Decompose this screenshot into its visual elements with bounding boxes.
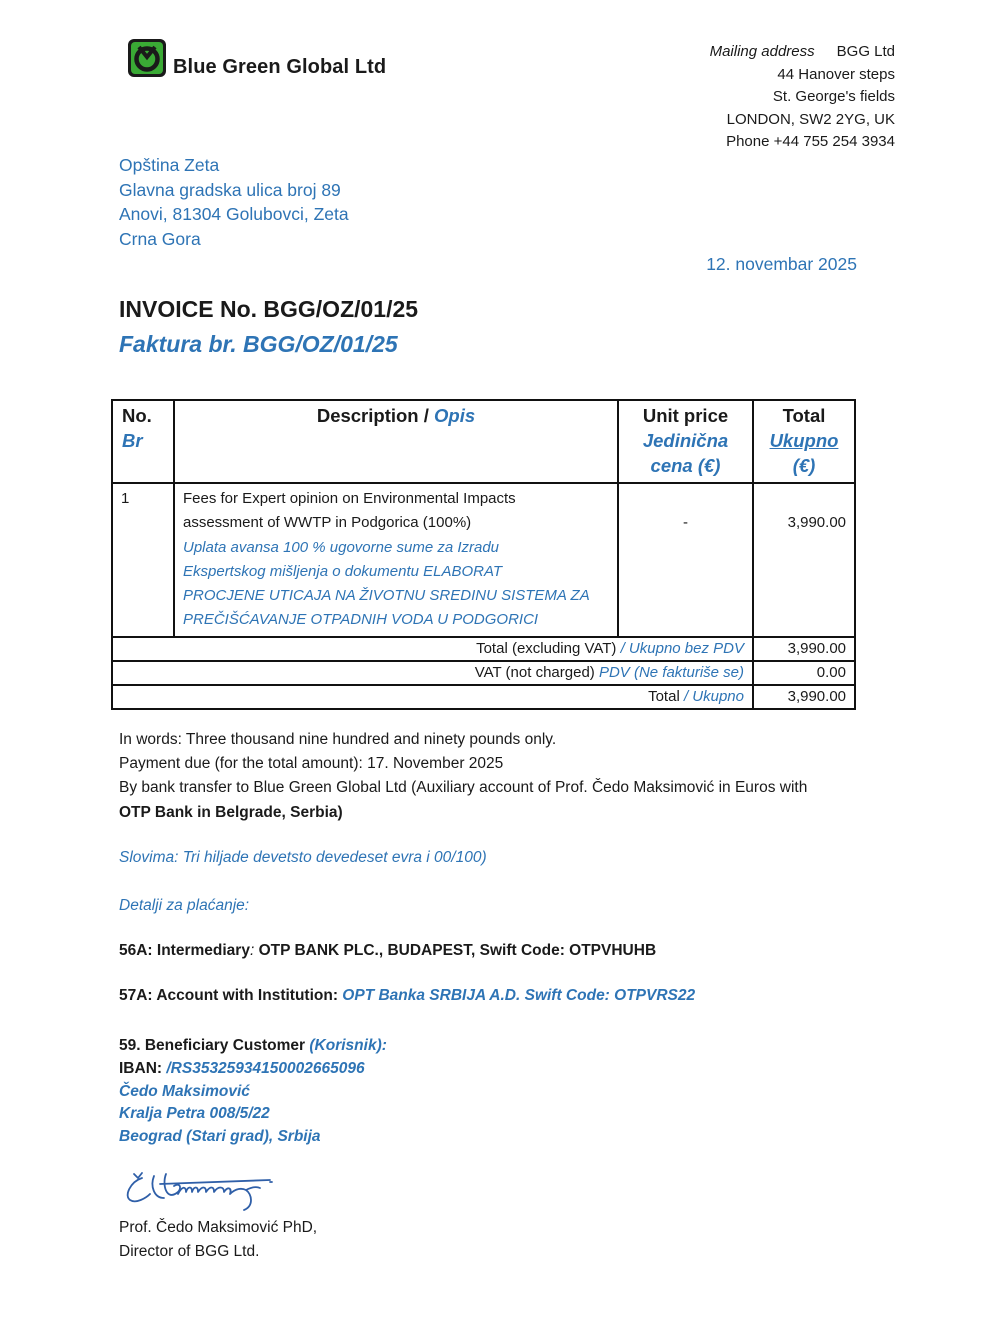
payment-info	[119, 728, 899, 825]
mailing-line2: St. George's fields	[772, 88, 895, 105]
header-unit-price: Unit price Jedinična cena (€)	[618, 400, 753, 483]
item-unit-price: -	[618, 483, 753, 637]
signer-block	[119, 1216, 317, 1264]
subtotal-value: 3,990.00	[753, 637, 855, 661]
mailing-phone: Phone +44 755 254 3934	[726, 133, 895, 150]
recipient-address	[119, 153, 349, 251]
mailing-line3: LONDON, SW2 2YG, UK	[726, 110, 895, 128]
mailing-name: BGG Ltd	[836, 43, 895, 60]
invoice-table	[111, 399, 856, 710]
bank-transfer-line1: By bank transfer to Blue Green Global Ltd (Auxiliary account of Prof. Čedo Maksimović in Euros with	[119, 779, 808, 797]
signature-icon	[120, 1168, 290, 1216]
account-institution-line: 57A: Account with Institution: OPT Banka SRBIJA A.D. Swift Code: OTPVRS22	[119, 987, 696, 1004]
summary-row-subtotal: Total (excluding VAT) / Ukupno bez PDV 3,990.00	[112, 637, 855, 661]
signer-title: Director of BGG Ltd.	[119, 1243, 260, 1260]
company-name: Blue Green Global Ltd	[173, 56, 387, 78]
invoice-title: INVOICE No. BGG/OZ/01/25	[119, 296, 419, 322]
slovima-text: Slovima: Tri hiljade devetsto devedeset evra i 00/100)	[119, 849, 487, 866]
header-total: Total Ukupno (€)	[753, 400, 855, 483]
summary-row-total: Total / Ukupno 3,990.00	[112, 685, 855, 709]
intermediary-line: 56A: Intermediary: OTP BANK PLC., BUDAPEST, Swift Code: OTPVHUHB	[119, 942, 657, 959]
recipient-line1: Opština Zeta	[119, 155, 220, 175]
table-header-row	[112, 400, 855, 483]
payment-due: Payment due (for the total amount): 17. November 2025	[119, 755, 504, 773]
total-value: 3,990.00	[753, 685, 855, 709]
mailing-address	[710, 41, 895, 154]
table-row	[112, 483, 855, 637]
item-total: 3,990.00	[753, 483, 855, 637]
header-description: Description / Opis	[174, 400, 618, 483]
beneficiary-block: 59. Beneficiary Customer (Korisnik): IBAN: /RS35325934150002665096 Čedo Maksimović Kralja Petra 008/5/22 Beograd (Stari grad), Srbija	[119, 1035, 387, 1149]
invoice-date: 12. novembar 2025	[706, 254, 857, 274]
recipient-line2: Glavna gradska ulica broj 89	[119, 179, 341, 200]
amount-in-words: In words: Three thousand nine hundred and ninety pounds only.	[119, 731, 557, 748]
payment-details-label: Detalji za plaćanje:	[119, 897, 250, 914]
iban-value: /RS35325934150002665096	[166, 1059, 365, 1077]
mailing-line1: 44 Hanover steps	[777, 65, 895, 83]
logo-icon	[127, 38, 167, 78]
beneficiary-name: Čedo Maksimović	[119, 1082, 250, 1100]
recipient-line4: Crna Gora	[119, 228, 201, 249]
item-number: 1	[112, 483, 174, 637]
bank-transfer-line2: OTP Bank in Belgrade, Serbia)	[119, 803, 343, 821]
item-description: Fees for Expert opinion on Environmental Impacts assessment of WWTP in Podgorica (100%) Uplata avansa 100 % ugovorne sume za Izradu Ekspertskog mišljenja o dokumentu ELABORAT PROCJENE UTICAJA NA ŽIVOTNU SREDINU SISTEMA ZA PREČIŠĆAVANJE OTPADNIH VODA U PODGORICI	[174, 483, 618, 637]
vat-value: 0.00	[753, 661, 855, 685]
beneficiary-address1: Kralja Petra 008/5/22	[119, 1105, 270, 1123]
summary-row-vat: VAT (not charged) PDV (Ne fakturiše se) 0.00	[112, 661, 855, 685]
company-logo	[127, 38, 386, 78]
recipient-line3: Anovi, 81304 Golubovci, Zeta	[119, 204, 349, 225]
beneficiary-address2: Beograd (Stari grad), Srbija	[119, 1128, 321, 1146]
header-no: No. Br	[112, 400, 174, 483]
invoice-title-sr: Faktura br. BGG/OZ/01/25	[119, 331, 398, 357]
signer-name: Prof. Čedo Maksimović PhD,	[119, 1219, 318, 1236]
mailing-label: Mailing address	[709, 43, 815, 60]
